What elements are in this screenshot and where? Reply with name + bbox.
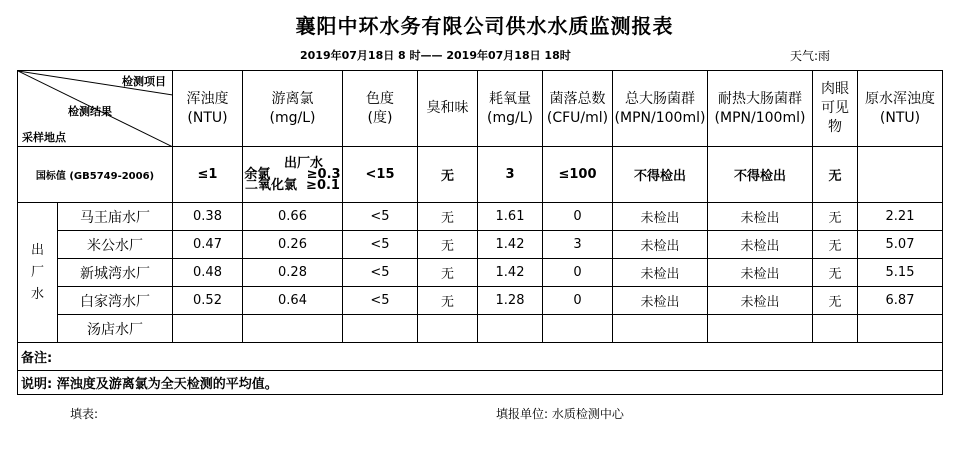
cell-visible: 无 — [813, 259, 858, 287]
cell-odor: 无 — [418, 287, 478, 315]
remarks-label: 备注: — [18, 343, 943, 371]
weather: 天气:雨 — [790, 49, 831, 63]
table-row — [18, 259, 943, 287]
cell-visible — [813, 315, 858, 343]
cell-odor: 无 — [418, 231, 478, 259]
std-thermo: 不得检出 — [708, 147, 813, 203]
table-row — [18, 203, 943, 231]
cell-chlorine: 0.64 — [243, 287, 343, 315]
std-chlorine: 出厂水 余氯 ≥0.3 二氧化氯 ≥0.1 — [243, 147, 343, 203]
cell-coliform: 未检出 — [613, 203, 708, 231]
cell-oxygen: 1.28 — [478, 287, 543, 315]
cell-thermo — [708, 315, 813, 343]
cell-raw: 5.15 — [858, 259, 943, 287]
cell-colony: 0 — [543, 287, 613, 315]
std-raw — [858, 147, 943, 203]
cell-raw — [858, 315, 943, 343]
table-row — [18, 315, 943, 343]
note-text: 说明: 浑浊度及游离氯为全天检测的平均值。 — [18, 371, 943, 395]
cell-visible: 无 — [813, 287, 858, 315]
cell-turbidity — [173, 315, 243, 343]
cell-coliform: 未检出 — [613, 231, 708, 259]
group-label: 出 厂 水 — [18, 203, 58, 343]
cell-color — [343, 315, 418, 343]
cell-colony: 3 — [543, 231, 613, 259]
header-cell: 浑浊度 (NTU) — [173, 71, 243, 147]
cell-oxygen: 1.42 — [478, 231, 543, 259]
cell-colony: 0 — [543, 203, 613, 231]
cell-raw: 2.21 — [858, 203, 943, 231]
cell-color: <5 — [343, 203, 418, 231]
cell-odor: 无 — [418, 203, 478, 231]
plant-name: 汤店水厂 — [58, 315, 173, 343]
cell-color: <5 — [343, 231, 418, 259]
corner-result-label: 检测结果 — [68, 105, 112, 118]
plant-name: 新城湾水厂 — [58, 259, 173, 287]
std-color: <15 — [343, 147, 418, 203]
plant-name: 米公水厂 — [58, 231, 173, 259]
header-cell: 菌落总数 (CFU/ml) — [543, 71, 613, 147]
note-row — [18, 371, 943, 395]
header-row — [18, 71, 943, 147]
cell-oxygen: 1.42 — [478, 259, 543, 287]
header-cell: 原水浑浊度 (NTU) — [858, 71, 943, 147]
plant-name: 白家湾水厂 — [58, 287, 173, 315]
cell-thermo: 未检出 — [708, 231, 813, 259]
std-turbidity: ≤1 — [173, 147, 243, 203]
cell-coliform: 未检出 — [613, 259, 708, 287]
filler-label: 填表: — [70, 407, 99, 421]
cell-colony: 0 — [543, 259, 613, 287]
cell-visible: 无 — [813, 231, 858, 259]
cell-chlorine — [243, 315, 343, 343]
cell-turbidity: 0.47 — [173, 231, 243, 259]
cell-turbidity: 0.38 — [173, 203, 243, 231]
header-cell: 臭和味 — [418, 71, 478, 147]
std-colony: ≤100 — [543, 147, 613, 203]
std-coliform: 不得检出 — [613, 147, 708, 203]
cell-chlorine: 0.66 — [243, 203, 343, 231]
plant-name: 马王庙水厂 — [58, 203, 173, 231]
water-quality-table — [17, 70, 943, 395]
cell-coliform — [613, 315, 708, 343]
standard-label: 国标值 (GB5749-2006) — [18, 147, 173, 203]
std-odor: 无 — [418, 147, 478, 203]
cell-colony — [543, 315, 613, 343]
cell-visible: 无 — [813, 203, 858, 231]
header-cell: 总大肠菌群 (MPN/100ml) — [613, 71, 708, 147]
cell-thermo: 未检出 — [708, 203, 813, 231]
cell-oxygen — [478, 315, 543, 343]
header-cell: 耐热大肠菌群 (MPN/100ml) — [708, 71, 813, 147]
header-cell: 游离氯 (mg/L) — [243, 71, 343, 147]
cell-raw: 5.07 — [858, 231, 943, 259]
cell-color: <5 — [343, 259, 418, 287]
cell-odor — [418, 315, 478, 343]
table-row — [18, 231, 943, 259]
cell-thermo: 未检出 — [708, 259, 813, 287]
std-visible: 无 — [813, 147, 858, 203]
cell-coliform: 未检出 — [613, 287, 708, 315]
cell-chlorine: 0.26 — [243, 231, 343, 259]
corner-item-label: 检测项目 — [122, 75, 166, 88]
header-cell: 耗氧量 (mg/L) — [478, 71, 543, 147]
unit-label: 填报单位: 水质检测中心 — [496, 407, 624, 421]
report-title: 襄阳中环水务有限公司供水水质监测报表 — [295, 14, 674, 38]
cell-oxygen: 1.61 — [478, 203, 543, 231]
header-cell: 色度 (度) — [343, 71, 418, 147]
time-range: 2019年07月18日 8 时—— 2019年07月18日 18时 — [300, 49, 571, 62]
cell-turbidity: 0.52 — [173, 287, 243, 315]
cell-color: <5 — [343, 287, 418, 315]
cell-chlorine: 0.28 — [243, 259, 343, 287]
cell-odor: 无 — [418, 259, 478, 287]
cell-thermo: 未检出 — [708, 287, 813, 315]
table-row — [18, 287, 943, 315]
remarks-row — [18, 343, 943, 371]
cell-turbidity: 0.48 — [173, 259, 243, 287]
cell-raw: 6.87 — [858, 287, 943, 315]
corner-cell — [18, 71, 173, 147]
standard-row — [18, 147, 943, 203]
corner-site-label: 采样地点 — [22, 131, 66, 144]
std-oxygen: 3 — [478, 147, 543, 203]
header-cell: 肉眼 可见 物 — [813, 71, 858, 147]
